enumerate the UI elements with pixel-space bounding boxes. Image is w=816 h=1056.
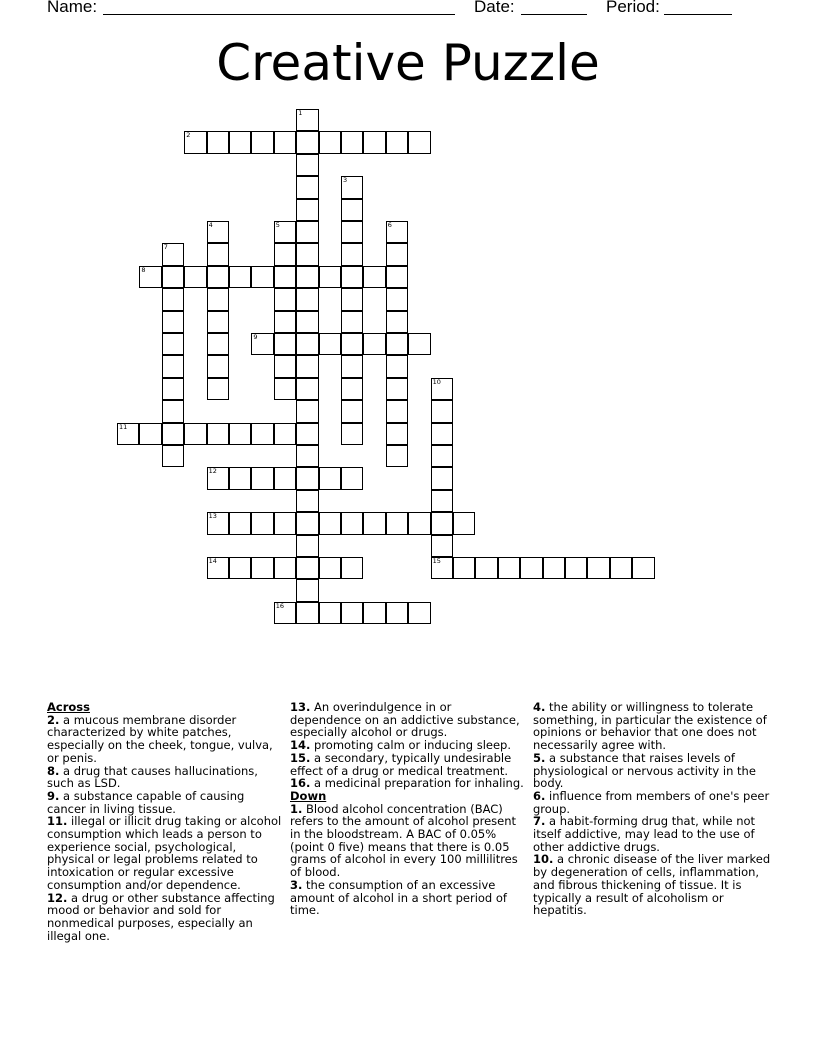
crossword-cell[interactable] [229, 467, 251, 489]
crossword-cell[interactable] [139, 266, 161, 288]
crossword-cell[interactable] [408, 602, 430, 624]
crossword-cell[interactable] [251, 131, 273, 153]
clue-number: 2 [186, 131, 191, 140]
clue-number: 11 [119, 422, 128, 431]
crossword-cell[interactable] [162, 311, 184, 333]
crossword-cell[interactable] [274, 311, 296, 333]
clue-item-text: a drug or other substance affecting mood or behavior and sold for nonmedical purposes, especially an illegal one. [47, 890, 275, 943]
crossword-cell[interactable] [296, 557, 318, 579]
clue-item-text: illegal or illicit drug taking or alcohol consumption which leads a person to experience social, psychological, physical or legal problems related to intoxication or regular excessive consumption and/or dependence. [47, 814, 282, 892]
crossword-cell[interactable] [363, 333, 385, 355]
clue-item [533, 752, 773, 790]
clue-item-number: 12. [47, 890, 68, 905]
clue-number: 15 [432, 557, 441, 565]
clue-number: 7 [163, 243, 168, 252]
clue-item-text: a mucous membrane disorder characterized by white patches, especially on the cheek, tongue, vulva, or penis. [47, 712, 273, 765]
crossword-cell[interactable] [341, 311, 363, 333]
clue-item [47, 892, 282, 943]
clue-number: 13 [208, 512, 217, 521]
crossword-cell[interactable] [363, 512, 385, 534]
clue-item-text: the ability or willingness to tolerate something, in particular the existence of opinions or behavior that one does not necessarily agree with. [533, 700, 767, 753]
crossword-cell[interactable] [587, 557, 609, 579]
crossword-cell[interactable] [386, 131, 408, 153]
clue-item-text: a habit-forming drug that, while not itself addictive, may lead to the use of other addictive drugs. [533, 814, 756, 854]
clue-item-number: 7. [533, 814, 546, 829]
name-label: Name: [47, 0, 98, 16]
crossword-cell[interactable] [207, 243, 229, 265]
clues-column-1 [47, 701, 282, 942]
crossword-cell[interactable] [184, 423, 206, 445]
crossword-cell[interactable] [319, 557, 341, 579]
crossword-cell[interactable] [274, 333, 296, 355]
clue-item-text: a drug that causes hallucinations, such as LSD. [47, 763, 258, 791]
crossword-cell[interactable] [341, 131, 363, 153]
clue-item-text: a medicinal preparation for inhaling. [314, 776, 524, 791]
crossword-cell[interactable] [319, 512, 341, 534]
crossword-cell[interactable] [229, 557, 251, 579]
page-title: Creative Puzzle [216, 34, 600, 92]
crossword-cell[interactable] [475, 557, 497, 579]
clue-item [47, 790, 282, 815]
crossword-cell[interactable] [251, 266, 273, 288]
crossword-cell[interactable] [341, 221, 363, 243]
crossword-cell[interactable] [251, 467, 273, 489]
clue-number: 3 [343, 176, 348, 185]
crossword-cell[interactable] [162, 243, 184, 265]
crossword-cell[interactable] [296, 109, 318, 131]
clue-item-number: 11. [47, 814, 68, 829]
crossword-cell[interactable] [363, 602, 385, 624]
crossword-cell[interactable] [251, 333, 273, 355]
clue-item [533, 815, 773, 853]
crossword-cell[interactable] [386, 602, 408, 624]
crossword-cell[interactable] [207, 266, 229, 288]
crossword-cell[interactable] [229, 512, 251, 534]
crossword-cell[interactable] [341, 400, 363, 422]
clue-number: 5 [275, 221, 280, 229]
crossword-cell[interactable] [319, 333, 341, 355]
crossword-cell[interactable] [386, 400, 408, 422]
crossword-cell[interactable] [543, 557, 565, 579]
crossword-cell[interactable] [274, 221, 296, 243]
crossword-cell[interactable] [274, 355, 296, 377]
crossword-cell[interactable] [363, 131, 385, 153]
crossword-cell[interactable] [207, 512, 229, 534]
clue-item-text: promoting calm or inducing sleep. [314, 738, 511, 753]
crossword-cell[interactable] [408, 512, 430, 534]
crossword-cell[interactable] [207, 378, 229, 400]
crossword-cell[interactable] [296, 154, 318, 176]
crossword-cell[interactable] [296, 221, 318, 243]
crossword-cell[interactable] [341, 467, 363, 489]
crossword-cell[interactable] [162, 423, 184, 445]
crossword-cell[interactable] [341, 378, 363, 400]
crossword-cell[interactable] [296, 333, 318, 355]
clue-item-number: 6. [533, 788, 546, 803]
crossword-cell[interactable] [363, 266, 385, 288]
crossword-cell[interactable] [162, 355, 184, 377]
clue-number: 6 [387, 221, 392, 229]
crossword-cell[interactable] [341, 423, 363, 445]
crossword-cell[interactable] [386, 333, 408, 355]
clue-number: 10 [432, 377, 441, 386]
clue-item-number: 3. [290, 877, 303, 892]
crossword-cell[interactable] [610, 557, 632, 579]
crossword-cell[interactable] [229, 266, 251, 288]
clue-number: 1 [298, 109, 303, 117]
crossword-cell[interactable] [207, 131, 229, 153]
crossword-cell[interactable] [229, 131, 251, 153]
crossword-cell[interactable] [162, 445, 184, 467]
crossword-cell[interactable] [274, 467, 296, 489]
crossword-cell[interactable] [386, 423, 408, 445]
crossword-cell[interactable] [408, 131, 430, 153]
crossword-cell[interactable] [117, 423, 139, 445]
crossword-cell[interactable] [251, 512, 273, 534]
crossword-cell[interactable] [296, 579, 318, 601]
crossword-cell[interactable] [431, 400, 453, 422]
crossword-cell[interactable] [386, 243, 408, 265]
crossword-cell[interactable] [341, 243, 363, 265]
crossword-cell[interactable] [386, 266, 408, 288]
crossword-cell[interactable] [319, 131, 341, 153]
crossword-cell[interactable] [386, 221, 408, 243]
crossword-cell[interactable] [296, 400, 318, 422]
crossword-cell[interactable] [341, 288, 363, 310]
crossword-cell[interactable] [162, 266, 184, 288]
crossword-cell[interactable] [296, 131, 318, 153]
clue-item-number: 13. [290, 700, 311, 714]
period-label: Period: [606, 0, 660, 16]
crossword-cell[interactable] [341, 355, 363, 377]
crossword-cell[interactable] [296, 535, 318, 557]
clue-item-text: a secondary, typically undesirable effect of a drug or medical treatment. [290, 750, 512, 778]
crossword-cell[interactable] [207, 288, 229, 310]
crossword-cell[interactable] [408, 333, 430, 355]
clue-item-text: An overindulgence in or dependence on an addictive substance, especially alcohol or drugs. [290, 700, 520, 740]
crossword-cell[interactable] [274, 266, 296, 288]
crossword-cell[interactable] [296, 423, 318, 445]
clue-number: 14 [208, 557, 217, 565]
clue-item [47, 815, 282, 891]
clue-item [533, 701, 773, 752]
crossword-cell[interactable] [296, 266, 318, 288]
clue-item-number: 1. [290, 801, 303, 816]
clue-item [47, 765, 282, 790]
clue-number: 4 [208, 221, 213, 229]
clue-item-number: 8. [47, 763, 60, 778]
crossword-cell[interactable] [296, 378, 318, 400]
clue-item-text: Blood alcohol concentration (BAC) refers to the amount of alcohol present in the bloodstream. A BAC of 0.05% (point 0 five) means that there is 0.05 grams of alcohol in every 100 millilitres of blood. [290, 801, 518, 880]
clue-item-text: influence from members of one's peer group. [533, 788, 770, 816]
clue-item-number: 2. [47, 712, 60, 727]
crossword-cell[interactable] [386, 378, 408, 400]
crossword-cell[interactable] [162, 378, 184, 400]
crossword-cell[interactable] [431, 535, 453, 557]
crossword-cell[interactable] [274, 288, 296, 310]
crossword-cell[interactable] [386, 288, 408, 310]
clue-item-number: 14. [290, 738, 311, 753]
crossword-cell[interactable] [207, 557, 229, 579]
crossword-cell[interactable] [431, 467, 453, 489]
crossword-cell[interactable] [251, 423, 273, 445]
crossword-cell[interactable] [274, 243, 296, 265]
crossword-cell[interactable] [296, 490, 318, 512]
crossword-cell[interactable] [296, 243, 318, 265]
crossword-cell[interactable] [184, 131, 206, 153]
clue-item-text: a substance capable of causing cancer in living tissue. [47, 788, 245, 816]
crossword-cell[interactable] [207, 311, 229, 333]
crossword-cell[interactable] [341, 333, 363, 355]
clue-item-text: a chronic disease of the liver marked by degeneration of cells, inflammation, and fibrous thickening of tissue. It is typically a result of alcoholism or hepatitis. [533, 852, 771, 918]
crossword-cell[interactable] [296, 199, 318, 221]
crossword-cell[interactable] [565, 557, 587, 579]
crossword-cell[interactable] [431, 490, 453, 512]
clue-item-number: 10. [533, 852, 554, 867]
crossword-cell[interactable] [431, 445, 453, 467]
crossword-cell[interactable] [453, 557, 475, 579]
crossword-cell[interactable] [184, 266, 206, 288]
clue-item [290, 701, 526, 739]
clue-item [290, 879, 526, 917]
clue-item-text: the consumption of an excessive amount of alcohol in a short period of time. [290, 877, 507, 918]
crossword-cell[interactable] [229, 423, 251, 445]
clue-item [290, 803, 526, 879]
crossword-cell[interactable] [274, 378, 296, 400]
crossword-cell[interactable] [296, 467, 318, 489]
crossword-cell[interactable] [341, 602, 363, 624]
clue-item-text: a substance that raises levels of physiological or nervous activity in the body. [533, 750, 756, 791]
crossword-cell[interactable] [207, 355, 229, 377]
crossword-cell[interactable] [296, 355, 318, 377]
crossword-cell[interactable] [274, 423, 296, 445]
date-label: Date: [474, 0, 515, 16]
crossword-cell[interactable] [386, 311, 408, 333]
crossword-cell[interactable] [296, 602, 318, 624]
clue-section-heading: Across [47, 700, 90, 714]
crossword-cell[interactable] [296, 176, 318, 198]
clue-item-number: 15. [290, 750, 311, 765]
crossword-cell[interactable] [319, 467, 341, 489]
crossword-cell[interactable] [386, 355, 408, 377]
crossword-cell[interactable] [431, 557, 453, 579]
crossword-cell[interactable] [274, 512, 296, 534]
crossword-cell[interactable] [296, 311, 318, 333]
crossword-cell[interactable] [296, 445, 318, 467]
crossword-cell[interactable] [341, 199, 363, 221]
crossword-cell[interactable] [296, 512, 318, 534]
crossword-cell[interactable] [386, 445, 408, 467]
clues-column-2 [290, 701, 526, 917]
clue-item-number: 4. [533, 700, 546, 714]
crossword-cell[interactable] [341, 266, 363, 288]
crossword-cell[interactable] [296, 288, 318, 310]
crossword-cell[interactable] [431, 378, 453, 400]
crossword-cell[interactable] [274, 131, 296, 153]
crossword-cell[interactable] [207, 221, 229, 243]
crossword-cell[interactable] [274, 602, 296, 624]
crossword-cell[interactable] [341, 176, 363, 198]
crossword-cell[interactable] [162, 333, 184, 355]
crossword-cell[interactable] [341, 557, 363, 579]
crossword-cell[interactable] [431, 423, 453, 445]
clue-section-heading: Down [290, 788, 327, 803]
crossword-cell[interactable] [319, 602, 341, 624]
clue-item [290, 752, 526, 777]
clue-item [47, 714, 282, 765]
crossword-cell[interactable] [498, 557, 520, 579]
crossword-cell[interactable] [520, 557, 542, 579]
clue-number: 16 [275, 601, 285, 610]
crossword-cell[interactable] [453, 512, 475, 534]
crossword-cell[interactable] [162, 288, 184, 310]
crossword-cell[interactable] [341, 512, 363, 534]
crossword-cell[interactable] [162, 400, 184, 422]
crossword-cell[interactable] [274, 557, 296, 579]
crossword-cell[interactable] [207, 333, 229, 355]
clue-item [533, 790, 773, 815]
crossword-cell[interactable] [139, 423, 161, 445]
clue-number: 12 [208, 467, 217, 476]
crossword-cell[interactable] [386, 512, 408, 534]
crossword-cell[interactable] [319, 266, 341, 288]
clue-number: 8 [141, 265, 146, 274]
clues-column-3 [533, 701, 773, 917]
crossword-cell[interactable] [207, 423, 229, 445]
crossword-cell[interactable] [251, 557, 273, 579]
crossword-cell[interactable] [207, 467, 229, 489]
clue-item-number: 5. [533, 750, 546, 765]
clue-item-number: 9. [47, 788, 60, 803]
crossword-cell[interactable] [431, 512, 453, 534]
clue-item [533, 853, 773, 917]
clue-number: 9 [253, 333, 258, 341]
clue-item-number: 16. [290, 776, 311, 791]
crossword-cell[interactable] [632, 557, 654, 579]
